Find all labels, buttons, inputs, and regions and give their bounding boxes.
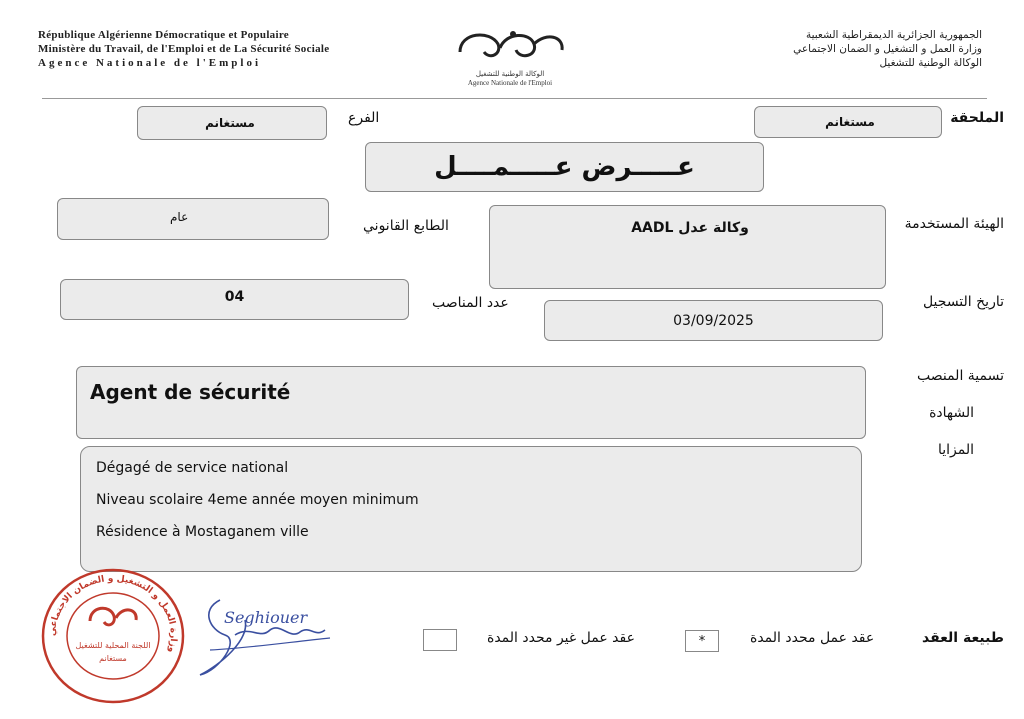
annex-label: الملحقة (950, 110, 1004, 126)
stamp-inner-line2: مستغانم (99, 654, 127, 663)
signature (190, 580, 340, 690)
diploma-label: الشهادة (929, 405, 974, 421)
header-fr (38, 28, 329, 70)
official-stamp (38, 566, 188, 706)
job-title-value: Agent de sécurité (90, 380, 291, 404)
contract-fixed-checkbox[interactable]: * (685, 630, 719, 652)
requirement-item: Résidence à Mostaganem ville (96, 524, 309, 540)
benefits-label: المزايا (937, 442, 974, 458)
contract-open-label: عقد عمل غير محدد المدة (487, 630, 635, 646)
requirement-item: Dégagé de service national (96, 460, 289, 476)
stamp-inner-line1: اللجنة المحلية للتشغيل (75, 641, 151, 650)
header-ar-line3: الوكالة الوطنية للتشغيل (879, 57, 982, 69)
header-fr-line3: Agence Nationale de l'Emploi (38, 57, 262, 69)
positions-label: عدد المناصب (432, 295, 509, 311)
logo-text-ar: الوكالة الوطنية للتشغيل (475, 70, 545, 78)
branch-value: مستغانم (205, 116, 255, 130)
employer-value: وكالة عدل AADL (631, 220, 749, 236)
signature-text: Seghiouer (224, 608, 308, 627)
employer-field (489, 205, 886, 289)
header-fr-line2: Ministère du Travail, de l'Emploi et de La Sécurité Sociale (38, 43, 330, 55)
header-ar (582, 28, 982, 70)
header-divider (42, 98, 987, 99)
legal-status-label: الطابع القانوني (363, 218, 449, 234)
reg-date-value: 03/09/2025 (673, 313, 754, 329)
contract-label: طبيعة العقد (921, 630, 1004, 646)
legal-status-value: عام (170, 210, 189, 224)
branch-label: الفرع (348, 110, 380, 126)
official-stamp-icon (38, 566, 188, 706)
logo-text-fr: Agence Nationale de l'Emploi (467, 79, 553, 87)
job-title-label: تسمية المنصب (916, 368, 1004, 384)
contract-fixed-label: عقد عمل محدد المدة (750, 630, 875, 646)
contract-open-checkbox[interactable] (423, 629, 457, 651)
stamp-ring-text: وزارة العمل و التشغيل و الضمان الاجتماعي (47, 573, 179, 654)
page-title: عـــــرض عـــــمــــل (434, 152, 695, 182)
requirement-item: Niveau scolaire 4eme année moyen minimum (96, 492, 419, 508)
header-ar-line2: وزارة العمل و التشغيل و الضمان الاجتماعي (793, 43, 982, 55)
agency-logo (445, 22, 575, 92)
signature-icon (190, 580, 340, 690)
header-fr-line1: République Algérienne Démocratique et Populaire (38, 29, 289, 41)
header-ar-line1: الجمهورية الجزائرية الديمقراطية الشعبية (805, 29, 982, 41)
reg-date-label: تاريخ التسجيل (922, 294, 1004, 310)
agency-logo-icon (450, 22, 570, 66)
annex-value: مستغانم (825, 115, 875, 129)
legal-status-field (57, 198, 329, 240)
requirements-list (96, 460, 419, 556)
employer-label: الهيئة المستخدمة (904, 216, 1004, 232)
positions-value: 04 (224, 289, 245, 305)
